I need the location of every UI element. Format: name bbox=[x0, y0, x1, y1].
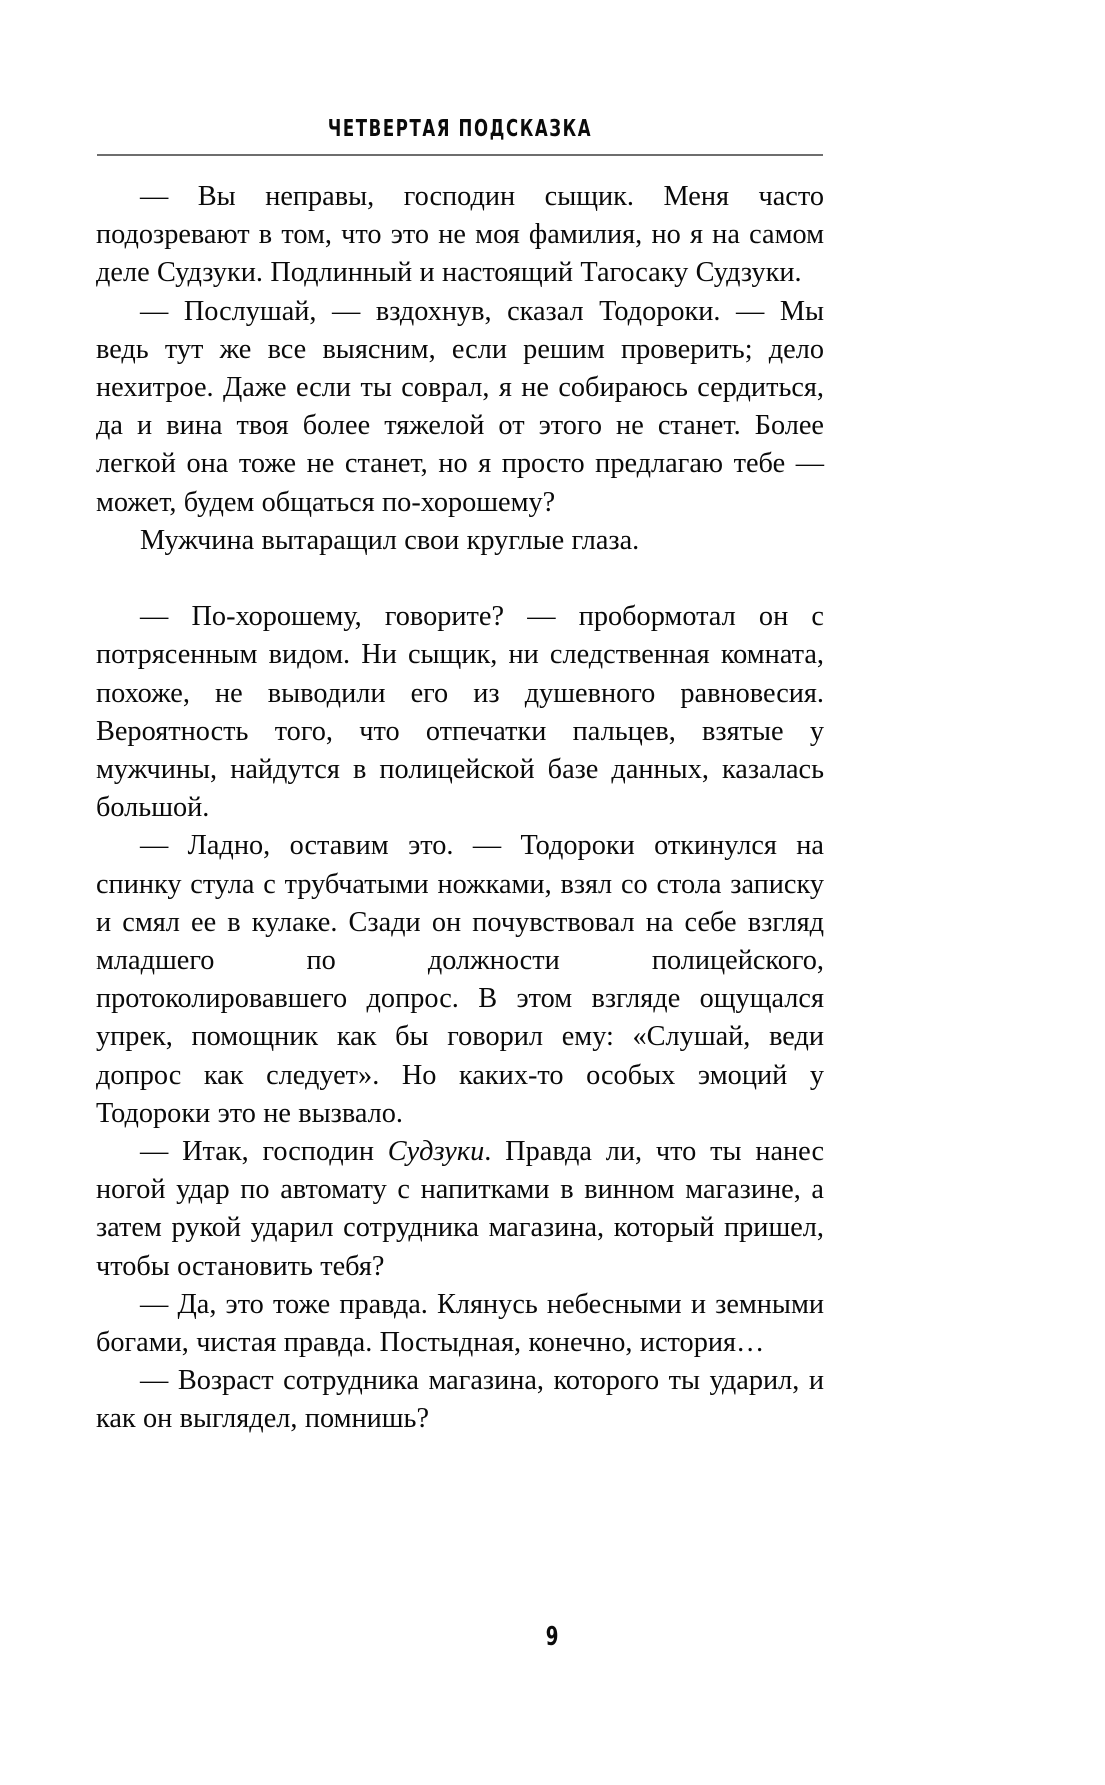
paragraph-6-tail: . Правда ли, что ты нанес ногой удар по автомату с напитками в винном магазине, а затем рукой ударил сотрудника магазина, который пришел, чтобы остановить тебя? bbox=[96, 1136, 825, 1282]
running-head bbox=[97, 118, 823, 156]
paragraph-gap bbox=[96, 560, 824, 598]
paragraph-7: — Да, это тоже правда. Клянусь небесными и земными богами, чистая правда. Постыдная, конечно, история… bbox=[96, 1288, 824, 1359]
page-number: 9 bbox=[546, 1622, 559, 1652]
paragraph-4: — По-хорошему, говорите? — пробормотал он с потрясенным видом. Ни сыщик, ни следственная комната, похоже, не выводили его из душевного равновесия. Вероятность того, что отпечатки пальцев, взятые у мужчины, найдутся в полицейской базе данных, казалась большой. bbox=[96, 601, 824, 824]
body-text-block bbox=[96, 178, 824, 1439]
page-footer bbox=[0, 1624, 1105, 1650]
paragraph-8: — Возраст сотрудника магазина, которого ты ударил, и как он выглядел, помнишь? bbox=[96, 1365, 824, 1435]
paragraph-5: — Ладно, оставим это. — Тодороки откинулся на спинку стула с трубчатыми ножками, взял со стола записку и смял ее в кулаке. Сзади он почувствовал на себе взгляд младшего по должности полицейского, протоколировавшего допрос. В этом взгляде ощущался упрек, помощник как бы говорил ему: «Слушай, веди допрос как следует». Но каких-то особых эмоций у Тодороки это не вызвало. bbox=[96, 830, 824, 1129]
emphasized-name: Судзуки bbox=[387, 1136, 485, 1168]
running-head-divider bbox=[97, 154, 823, 156]
running-head-title: ЧЕТВЕРТАЯ ПОДСКАЗКА bbox=[327, 116, 593, 142]
paragraph-3: Мужчина вытаращил свои круглые глаза. bbox=[140, 524, 640, 556]
paragraph-2: — Послушай, — вздохнув, сказал Тодороки. — Мы ведь тут же все выясним, если решим проверить; дело нехитрое. Даже если ты соврал, я не собираюсь сердиться, да и вина твоя более тяжелой от этого не станет. Более легкой она тоже не станет, но я просто предлагаю тебе — может, будем общаться по-хорошему? bbox=[96, 295, 824, 518]
paragraph-6 bbox=[96, 1133, 824, 1286]
paragraph-1: — Вы неправы, господин сыщик. Меня часто подозревают в том, что это не моя фамилия, но я на самом деле Судзуки. Подлинный и настоящий Тагосаку Судзуки. bbox=[96, 181, 824, 289]
paragraph-6-lead: — Итак, господин bbox=[140, 1136, 388, 1168]
